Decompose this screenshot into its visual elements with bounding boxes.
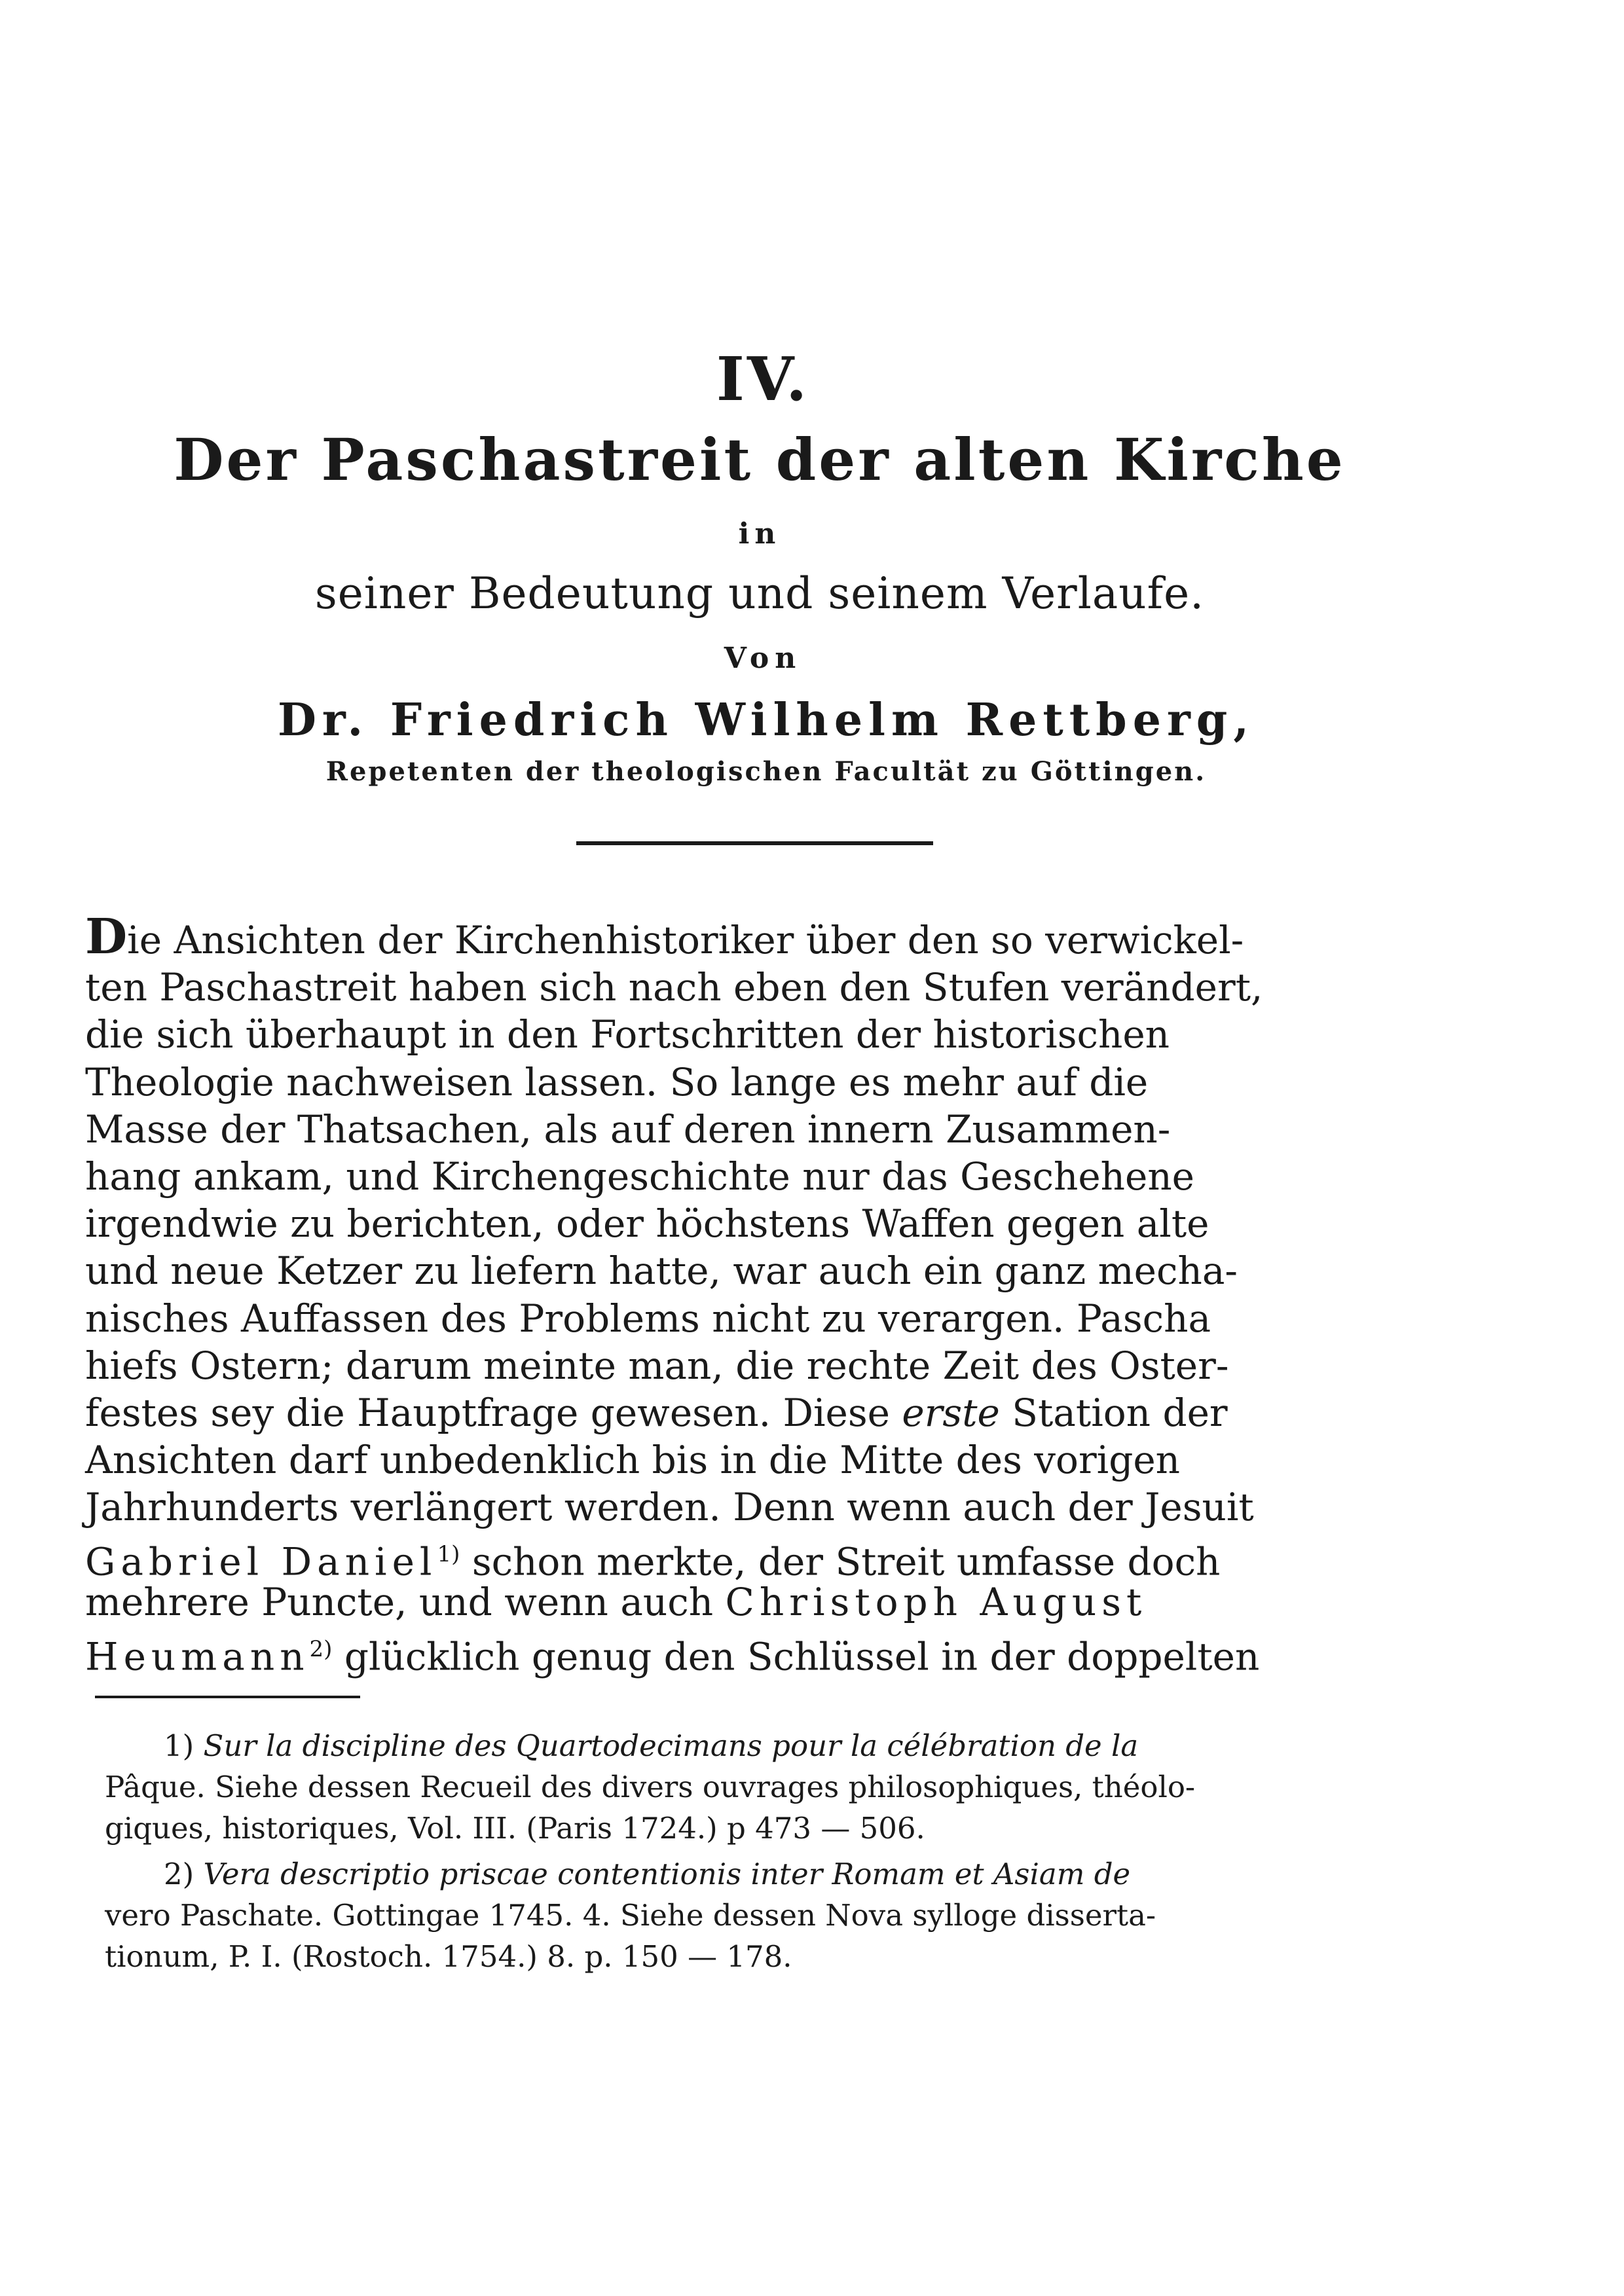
body-line: hiefs Ostern; darum meinte man, die rechte Zeit des Oster- — [85, 1343, 1229, 1388]
title-connector: in — [738, 517, 781, 551]
name-heumann: Heumann — [85, 1634, 310, 1679]
footnote-divider — [95, 1696, 360, 1698]
footnote-line: Pâque. Siehe dessen Recueil des divers ouvrages philosophiques, théolo- — [105, 1770, 1196, 1804]
footnote-2 — [105, 1853, 1486, 1977]
body-line: Ansichten darf unbedenklich bis in die Mitte des vorigen — [85, 1438, 1181, 1483]
footnote-line: giques, historiques, Vol. III. (Paris 1724.) p 473 — 506. — [105, 1811, 925, 1846]
body-line: nisches Auffassen des Problems nicht zu verargen. Pascha — [85, 1296, 1211, 1341]
footnote-ref-2: 2) — [309, 1635, 333, 1662]
footnote-ref-1: 1) — [437, 1541, 460, 1568]
footnote-line: tionum, P. I. (Rostoch. 1754.) 8. p. 150 — 178. — [105, 1939, 792, 1974]
body-line: ten Paschastreit haben sich nach eben den Stufen verändert, — [85, 965, 1263, 1010]
footnotes — [105, 1725, 1486, 1982]
chapter-numeral: IV. — [716, 344, 810, 414]
body-line: mehrere Puncte, und wenn auch Christoph August — [85, 1579, 1147, 1624]
chapter-subtitle: seiner Bedeutung und seinem Verlaufe. — [314, 568, 1205, 619]
byline-von: Von — [724, 642, 802, 675]
body-line: und neue Ketzer zu liefern hatte, war auch ein ganz mecha- — [85, 1248, 1238, 1294]
body-line: festes sey die Hauptfrage gewesen. Diese erste Station der — [85, 1390, 1228, 1435]
drop-cap: D — [85, 909, 128, 965]
chapter-title: Der Paschastreit der alten Kirche — [174, 426, 1346, 494]
footnote-marker: 2) — [164, 1857, 194, 1891]
body-line: die sich überhaupt in den Fortschritten der historischen — [85, 1012, 1170, 1057]
body-line: Theologie nachweisen lassen. So lange es mehr auf die — [85, 1059, 1149, 1104]
body-line: Die Ansichten der Kirchenhistoriker über den so verwickel- — [85, 909, 1244, 965]
title-divider — [576, 841, 933, 845]
body-line: hang ankam, und Kirchengeschichte nur das Geschehene — [85, 1154, 1195, 1199]
emphasis-erste: erste — [902, 1390, 1000, 1435]
footnote-line: 2) Vera descriptio priscae contentionis inter Romam et Asiam de — [164, 1857, 1131, 1891]
body-line: Jahrhunderts verlängert werden. Denn wenn auch der Jesuit — [85, 1485, 1254, 1530]
body-text — [85, 909, 1486, 1679]
body-line: Gabriel Daniel$^{1)}$ schon merkte, der Streit umfasse doch — [85, 1539, 1221, 1584]
body-line: Masse der Thatsachen, als auf deren innern Zusammen- — [85, 1106, 1171, 1152]
footnote-marker: 1) — [164, 1728, 194, 1763]
footnote-line: 1) Sur la discipline des Quartodecimans pour la célébration de la — [164, 1728, 1139, 1763]
footnote-1 — [105, 1725, 1486, 1849]
name-christoph-august: Christoph August — [725, 1579, 1147, 1624]
name-gabriel-daniel: Gabriel Daniel — [85, 1539, 437, 1584]
footnote-line: vero Paschate. Gottingae 1745. 4. Siehe dessen Nova sylloge disserta- — [105, 1898, 1156, 1933]
body-line: irgendwie zu berichten, oder höchstens Waffen gegen alte — [85, 1201, 1209, 1247]
body-line: Heumann$^{2)}$ glücklich genug den Schlüssel in der doppelten — [85, 1634, 1260, 1679]
author-name: Dr. Friedrich Wilhelm Rettberg, — [277, 694, 1255, 746]
author-affiliation: Repetenten der theologischen Facultät zu Göttingen. — [325, 756, 1207, 787]
